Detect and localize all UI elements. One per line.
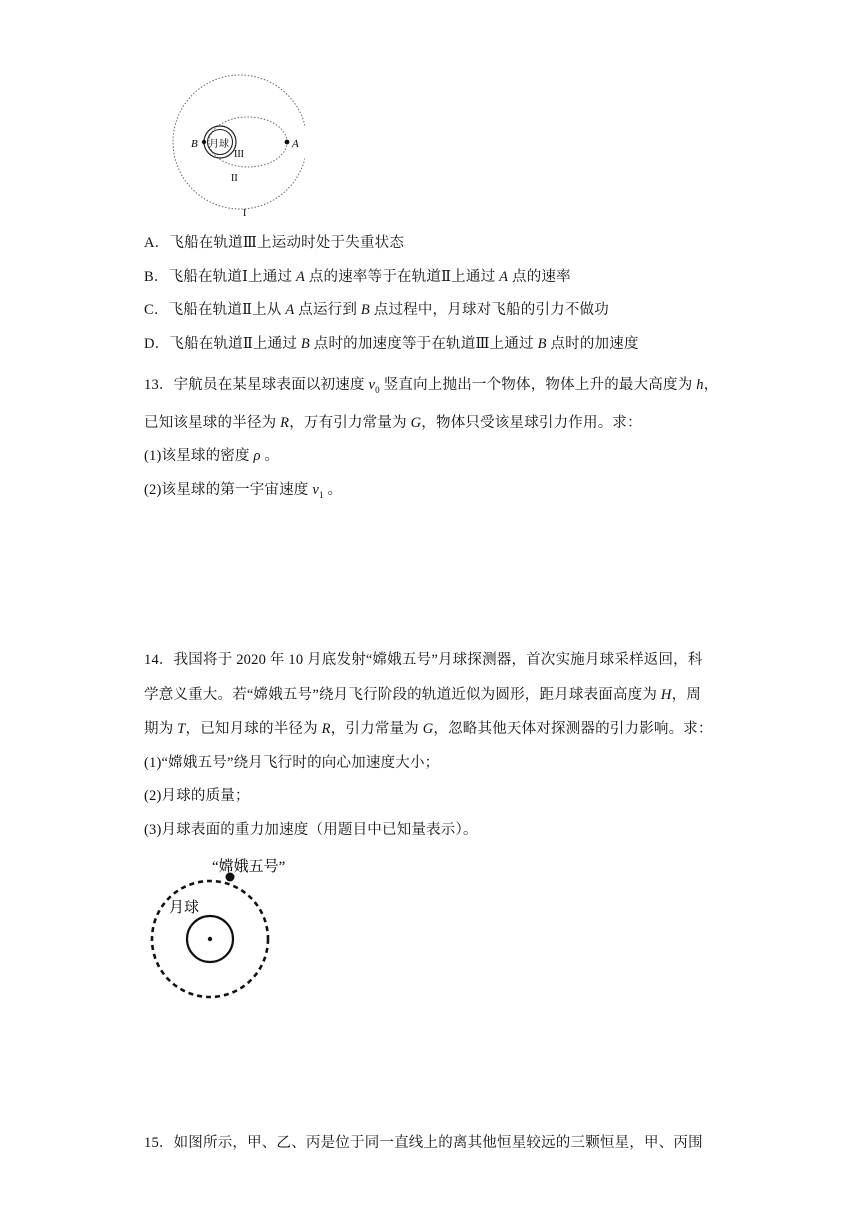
var-A: A <box>295 269 305 285</box>
var-B: B <box>300 336 310 352</box>
point-B-dot <box>202 140 206 144</box>
var-B: B <box>537 336 547 352</box>
option-d <box>144 332 639 353</box>
option-a <box>144 231 404 252</box>
moon-center-dot <box>208 937 212 941</box>
q14-text: 学意义重大。若“嫦娥五号”绕月飞行阶段的轨道近似为圆形，距月球表面高度为 <box>144 687 661 703</box>
subscript: 1 <box>318 489 324 500</box>
label-A: A <box>292 138 299 150</box>
moon-label: 月球 <box>169 900 200 916</box>
q13-text: 竖直向上抛出一个物体，物体上升的最大高度为 <box>379 377 697 393</box>
q14-text: ，已知月球的半径为 <box>185 721 322 737</box>
option-d-text-3: 点时的加速度 <box>546 336 639 352</box>
option-d-text-2: 点时的加速度等于在轨道Ⅲ上通过 <box>309 336 538 352</box>
option-c-text-2: 点运行到 <box>294 302 361 318</box>
var-R: R <box>321 721 331 737</box>
var-A: A <box>285 302 295 318</box>
q14-text: (2)月球的质量； <box>144 788 250 804</box>
var-v: v <box>312 482 319 498</box>
q14-line-6 <box>144 818 478 839</box>
option-b-text-3: 点的速率 <box>508 269 571 285</box>
q14-line-3 <box>144 717 713 738</box>
point-A-dot <box>285 140 290 145</box>
option-c-text-1: C．飞船在轨道Ⅱ上从 <box>144 302 286 318</box>
q13-line-4 <box>144 478 342 500</box>
q14-text: ，忽略其他天体对探测器的引力影响。求： <box>433 721 713 737</box>
option-c <box>144 298 609 319</box>
label-II: II <box>231 173 238 184</box>
var-G: G <box>410 415 422 431</box>
label-III: III <box>234 149 244 160</box>
var-v: v <box>368 377 376 393</box>
var-rho: ρ <box>253 448 261 464</box>
option-b <box>144 265 571 286</box>
var-B: B <box>360 302 370 318</box>
q15-line-1 <box>144 1131 703 1152</box>
var-h: h <box>696 377 704 393</box>
q13-text: ， <box>703 377 719 393</box>
var-T: T <box>177 721 186 737</box>
q13-text: ，万有引力常量为 <box>289 415 411 431</box>
label-moon: 月球 <box>209 139 229 150</box>
var-A: A <box>499 269 509 285</box>
q13-text: 13．宇航员在某星球表面以初速度 <box>144 377 369 393</box>
q13-text: (1)该星球的密度 <box>144 448 254 464</box>
q13-line-3 <box>144 444 279 465</box>
subscript: 0 <box>375 384 380 395</box>
q14-line-2 <box>144 683 701 704</box>
q14-text: (1)“嫦娥五号”绕月飞行时的向心加速度大小； <box>144 755 440 771</box>
q14-line-4 <box>144 751 439 772</box>
q13-text: 已知该星球的半径为 <box>144 415 281 431</box>
q15-text: 15．如图所示，甲、乙、丙是位于同一直线上的离其他恒星较远的三颗恒星，甲、丙围 <box>144 1135 703 1151</box>
q13-line-1 <box>144 373 718 395</box>
option-d-text-1: D．飞船在轨道Ⅱ上通过 <box>144 336 301 352</box>
label-B: B <box>191 138 198 150</box>
probe-label: “嫦娥五号” <box>212 859 286 875</box>
change5-orbit-diagram <box>140 850 320 1015</box>
q13-text: 。 <box>260 448 280 464</box>
q13-text: (2)该星球的第一宇宙速度 <box>144 482 313 498</box>
q14-text: ，引力常量为 <box>330 721 423 737</box>
q14-text: (3)月球表面的重力加速度（用题目中已知量表示）。 <box>144 822 478 838</box>
var-R: R <box>280 415 290 431</box>
q13-text: ，物体只受该星球引力作用。求： <box>421 415 642 431</box>
orbit-diagram <box>145 60 305 225</box>
option-a-text: A．飞船在轨道Ⅲ上运动时处于失重状态 <box>144 235 405 251</box>
var-H: H <box>660 687 672 703</box>
q14-line-5 <box>144 784 250 805</box>
q14-text: 14．我国将于 2020 年 10 月底发射“嫦娥五号”月球探测器，首次实施月球采样返回，科 <box>144 652 703 668</box>
option-c-text-3: 点过程中，月球对飞船的引力不做功 <box>369 302 609 318</box>
q14-text: ，周 <box>671 687 701 703</box>
q13-text: 。 <box>323 482 343 498</box>
option-b-text-2: 点的速率等于在轨道Ⅱ上通过 <box>305 269 500 285</box>
label-I: I <box>243 208 247 219</box>
var-G: G <box>422 721 434 737</box>
option-b-text-1: B．飞船在轨道Ⅰ上通过 <box>144 269 296 285</box>
q14-line-1 <box>144 648 703 669</box>
q14-text: 期为 <box>144 721 178 737</box>
q13-line-2 <box>144 411 642 432</box>
